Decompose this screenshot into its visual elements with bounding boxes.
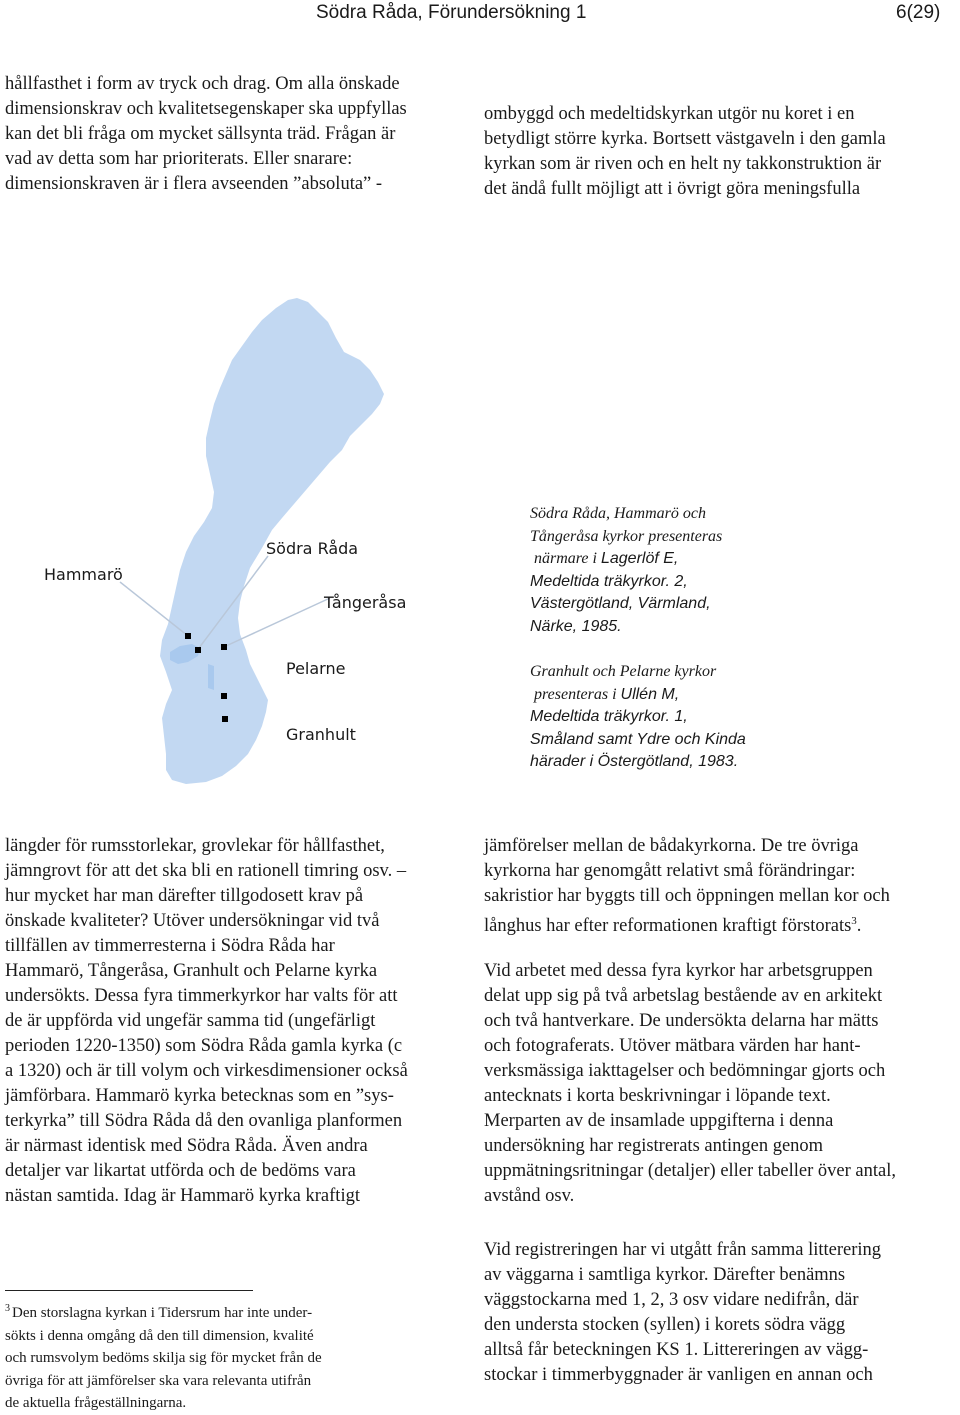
right-column-paragraph-2 (484, 959, 896, 1209)
caption-line: Närke, 1985. (530, 617, 622, 635)
document-title: Södra Råda, Förundersökning 1 (316, 2, 587, 23)
text-line: vad av detta som har prioriterats. Eller snarare: (5, 149, 353, 169)
text-line: Vid arbetet med dessa fyra kyrkor har arbetsgruppen (484, 961, 873, 981)
page-header (0, 0, 960, 24)
text-line: kyrkorna har genomgått relativt små förändringar: (484, 861, 856, 881)
left-column-top-text (5, 72, 407, 197)
text-line: den understa stocken (syllen) i korets södra vägg (484, 1315, 846, 1335)
text-line: detaljer var likartat utförda och de bedöms vara (5, 1161, 356, 1181)
right-column-main-text (484, 834, 890, 939)
footnote-line: sökts i denna omgång då den till dimension, kvalité (5, 1327, 314, 1344)
caption-line (530, 548, 722, 571)
marker-granhult (222, 716, 228, 722)
text-line: avstånd osv. (484, 1186, 575, 1206)
text-line: och två hantverkare. De undersökta delarna har mätts (484, 1011, 879, 1031)
caption-line: Småland samt Ydre och Kinda (530, 730, 746, 748)
caption-line: Södra Råda, Hammarö och (530, 505, 706, 522)
text-line: tillfällen av timmerresterna i Södra Råda har (5, 936, 335, 956)
map-caption-2 (530, 661, 746, 774)
right-column-paragraph-3 (484, 1238, 881, 1388)
caption-line: Medeltida träkyrkor. 2, (530, 572, 688, 590)
page-number: 6(29) (896, 2, 941, 23)
caption-text: presenteras i (534, 685, 621, 703)
text-line: önskade kvaliteter? Utöver undersökningar vid två (5, 911, 380, 931)
marker-tangerasa (221, 644, 227, 650)
caption-line: Västergötland, Värmland, (530, 595, 711, 612)
text-line: av väggarna i samtliga kyrkor. Därefter benämns (484, 1265, 846, 1285)
text-run: . (856, 916, 862, 936)
text-line: jämngrovt för att det ska bli en rationell timring osv. – (5, 861, 407, 881)
left-column-main-text (5, 834, 408, 1209)
text-line: Hammarö, Tångeråsa, Granhult och Pelarne kyrka (5, 961, 378, 981)
text-line: jämförelser mellan de bådakyrkorna. De tre övriga (484, 836, 859, 856)
text-line: delat upp sig på två arbetslag bestående av en arkitekt (484, 986, 883, 1006)
label-pelarne: Pelarne (286, 659, 346, 678)
text-line: de är uppförda vid ungefär samma tid (ungefärligt (5, 1011, 376, 1031)
text-line: a 1320) och är till volym och virkesdimensioner också (5, 1061, 408, 1081)
label-sodra-rada: Södra Råda (266, 539, 359, 558)
footnote-reference: 3 (851, 915, 857, 927)
footnote-text: Den storslagna kyrkan i Tidersrum har inte under- (12, 1305, 313, 1321)
footnote-number: 3 (5, 1303, 10, 1314)
text-line: uppmätningsritningar (detaljer) eller tabeller över antal, (484, 1161, 896, 1181)
text-line: och fotograferats. Utöver mätbara värden har hant- (484, 1036, 861, 1056)
text-line: verksmässiga iakttagelser och bedömningar gjorts och (484, 1061, 886, 1081)
text-line: terkyrka” till Södra Råda då den ovanliga planformen (5, 1111, 403, 1131)
label-tangerasa: Tångeråsa (324, 593, 407, 612)
text-line: ombyggd och medeltidskyrkan utgör nu koret i en (484, 104, 855, 124)
text-line: undersökning har registrerats antingen genom (484, 1136, 824, 1156)
text-line: nästan samtida. Idag är Hammarö kyrka kraftigt (5, 1186, 360, 1206)
text-line: sakristior har byggts till och öppningen mellan kor och (484, 886, 890, 906)
text-line: jämförbara. Hammarö kyrka betecknas som en ”sys- (5, 1086, 394, 1106)
text-line: stockar i timmerbyggnader är vanligen en annan och (484, 1365, 873, 1385)
map-caption-1 (530, 503, 722, 638)
marker-sodra-rada (195, 647, 201, 653)
footnote-line: och rumsvolym bedöms skilja sig för mycket från de (5, 1350, 322, 1366)
label-hammaro: Hammarö (44, 565, 123, 584)
text-line: dimensionskrav och kvalitetsegenskaper ska uppfyllas (5, 99, 407, 119)
footnote-divider (5, 1290, 253, 1291)
text-line: antecknats i korta beskrivningar i löpande text. (484, 1086, 831, 1106)
caption-line: Tångeråsa kyrkor presenteras (530, 527, 723, 545)
footnote-line (5, 1298, 322, 1325)
text-line: Vid registreringen har vi utgått från samma litterering (484, 1240, 882, 1260)
caption-line: Medeltida träkyrkor. 1, (530, 708, 688, 725)
caption-line: härader i Östergötland, 1983. (530, 753, 739, 770)
marker-hammaro (185, 633, 191, 639)
caption-author: Lagerlöf E, (600, 550, 679, 567)
text-line: hållfasthet i form av tryck och drag. Om alla önskade (5, 74, 400, 94)
text-line: kyrkan som är riven och en helt ny takkonstruktion är (484, 154, 882, 174)
text-line: betydligt större kyrka. Bortsett västgaveln i den gamla (484, 129, 886, 149)
text-line: undersökts. Dessa fyra timmerkyrkor har valts för att (5, 986, 398, 1006)
right-column-top-text (484, 102, 886, 202)
text-line (484, 909, 890, 939)
text-line: är närmast identisk med Södra Råda. Även andra (5, 1136, 368, 1156)
text-run: långhus har efter reformationen kraftigt förstorats (484, 916, 852, 936)
text-line: det ändå fullt möjligt att i övrigt göra meningsfulla (484, 179, 861, 199)
caption-line: Granhult och Pelarne kyrkor (530, 663, 717, 680)
text-line: hur mycket har man därefter tillgodosett krav på (5, 886, 364, 906)
caption-line (530, 684, 746, 707)
text-line: kan det bli fråga om mycket sällsynta träd. Frågan är (5, 124, 396, 144)
leader-line-tangerasa (226, 598, 330, 646)
caption-text: närmare i (534, 550, 601, 567)
text-line: Merparten av de insamlade uppgifterna i denna (484, 1111, 834, 1131)
footnote (5, 1298, 322, 1415)
marker-pelarne (221, 693, 227, 699)
text-line: väggstockarna med 1, 2, 3 osv vidare nedifrån, där (484, 1290, 859, 1310)
text-line: längder för rumsstorlekar, grovlekar för hållfasthet, (5, 836, 385, 856)
vattern-lake-shape (208, 664, 214, 690)
footnote-line: de aktuella frågeställningarna. (5, 1395, 187, 1411)
label-granhult: Granhult (286, 725, 356, 744)
text-line: dimensionskraven är i flera avseenden ”absoluta” - (5, 174, 383, 194)
text-line: perioden 1220-1350) som Södra Råda gamla kyrka (c (5, 1036, 403, 1056)
sweden-map (0, 270, 470, 790)
caption-author: Ullén M, (620, 685, 680, 703)
text-line: alltså får beteckningen KS 1. Littereringen av vägg- (484, 1340, 869, 1360)
footnote-line: övriga för att jämförelser ska vara relevanta utifrån (5, 1372, 312, 1389)
